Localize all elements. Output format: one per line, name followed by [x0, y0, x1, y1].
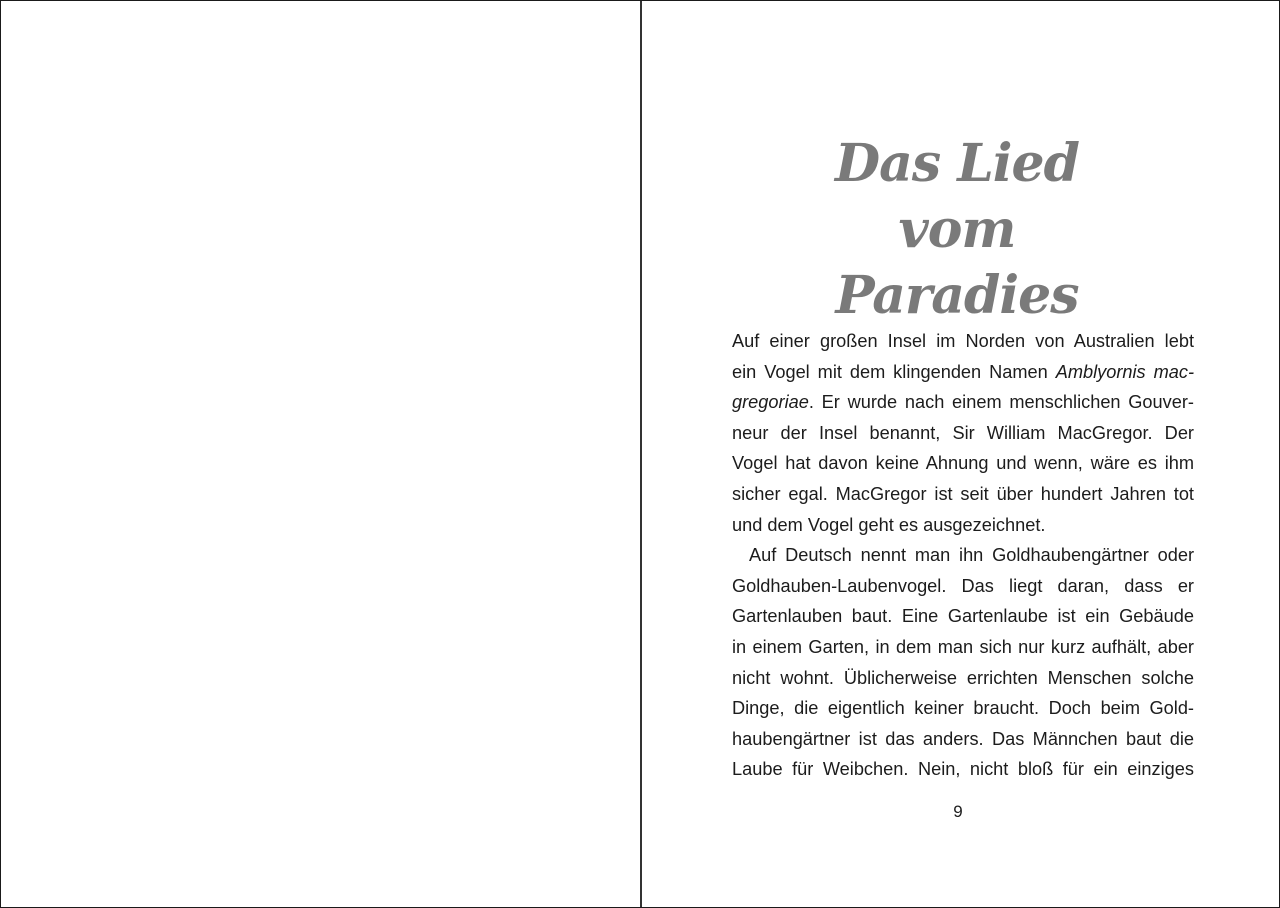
text-line: sicher egal. MacGregor ist seit über hundert Jahren tot: [732, 483, 1194, 504]
page-number: 9: [953, 802, 963, 821]
text-line: in einem Garten, in dem man sich nur kurz aufhält, aber: [732, 636, 1194, 657]
text-line: Auf Deutsch nennt man ihn Goldhaubengärtner oder: [749, 545, 1194, 566]
text-line: Laube für Weibchen. Nein, nicht bloß für ein einziges: [732, 759, 1194, 780]
species-name: Amblyornis mac-: [1055, 361, 1194, 382]
text-run: ein Vogel mit dem klingenden Namen: [732, 361, 1056, 382]
left-page-blank: [1, 1, 640, 907]
text-line: haubengärtner ist das anders. Das Männchen baut die: [732, 728, 1194, 749]
text-line: und dem Vogel geht es ausgezeichnet.: [732, 514, 1046, 535]
right-page: [642, 1, 1279, 907]
text-line: Dinge, die eigentlich keiner braucht. Doch beim Gold-: [732, 698, 1194, 719]
text-run: . Er wurde nach einem menschlichen Gouver-: [808, 392, 1194, 413]
text-line: [732, 387, 1194, 418]
text-line: Goldhauben-Laubenvogel. Das liegt daran, dass er: [732, 575, 1194, 596]
chapter-title-line-1: Das Lied: [835, 133, 1079, 194]
body-text: [732, 326, 1194, 785]
text-line: neur der Insel benannt, Sir William MacGregor. Der: [732, 422, 1194, 443]
text-line: [732, 357, 1194, 388]
chapter-title: [792, 131, 1122, 329]
chapter-title-line-2: vom Paradies: [835, 199, 1079, 326]
text-line: Gartenlauben baut. Eine Gartenlaube ist ein Gebäude: [732, 606, 1194, 627]
text-line: nicht wohnt. Üblicherweise errichten Menschen solche: [732, 667, 1194, 688]
text-line: Auf einer großen Insel im Norden von Australien lebt: [732, 331, 1194, 351]
species-name: gregoriae: [732, 392, 809, 413]
text-line: Vogel hat davon keine Ahnung und wenn, wäre es ihm: [732, 453, 1194, 474]
